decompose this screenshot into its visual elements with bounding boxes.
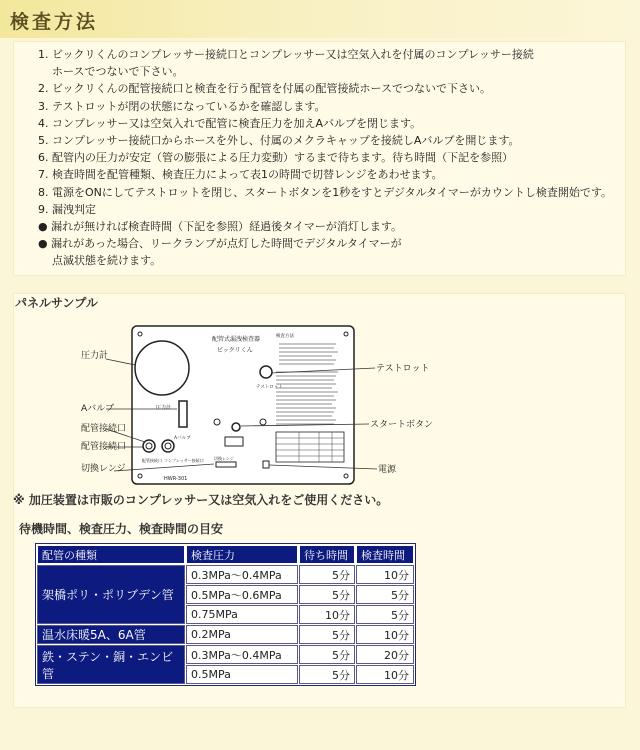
header-pressure: 検査圧力: [186, 545, 298, 564]
pressure-cell: 0.5MPa〜0.6MPa: [186, 585, 298, 604]
label-power: 電源: [378, 465, 397, 475]
wait-time-cell: 5分: [299, 585, 355, 604]
test-time-cell: 5分: [356, 605, 414, 624]
label-range: 切換レンジ: [81, 464, 126, 474]
start-button-knob: [232, 423, 240, 431]
test-time-cell: 20分: [356, 645, 414, 664]
method-step: [38, 115, 625, 132]
device-model: HWR-301: [164, 476, 188, 482]
method-step: [38, 235, 625, 269]
svg-text:コンプレッサー接続口: コンプレッサー接続口: [164, 458, 204, 463]
table-header-row: [37, 545, 414, 564]
table-row: [37, 645, 414, 664]
title-bar: [0, 0, 640, 38]
a-valve: [179, 401, 187, 427]
method-step-number: 5.: [38, 134, 52, 148]
method-step-number: 9.: [38, 202, 52, 216]
test-time-cell: 10分: [356, 565, 414, 584]
method-step-text: 電源をONにしてテストロットを閉じ、スタートボタンを1秒をすとデジタルタイマーがカウントし検査開始です。: [52, 185, 613, 199]
table-body: [37, 565, 414, 684]
pressure-cell: 0.3MPa〜0.4MPa: [186, 565, 298, 584]
method-step-number: ●: [38, 237, 52, 251]
digital-timer: [225, 437, 243, 446]
method-step-text: 検査時間を配管種類、検査圧力によって表1の時間で切替レンジをあわせます。: [52, 168, 443, 182]
method-step: [38, 201, 625, 218]
method-step-text: 漏れが無ければ検査時間（下記を参照）経過後タイマーが消灯します。: [51, 220, 403, 234]
svg-text:切換レンジ: 切換レンジ: [214, 456, 234, 461]
pressure-gauge: [135, 341, 189, 395]
method-step-text: コンプレッサー接続口からホースを外し、付属のメクラキャップを接続しAバルブを開じます。: [52, 134, 520, 148]
table-row: [37, 565, 414, 584]
label-a-valve: Aバルブ: [81, 404, 115, 414]
label-test-lot: テストロット: [376, 364, 430, 374]
svg-text:テストロット: テストロット: [256, 385, 283, 390]
method-step-number: 6.: [38, 151, 52, 165]
method-step: [38, 218, 625, 235]
svg-text:圧力計: 圧力計: [156, 405, 172, 411]
method-step-text: ビックリくんのコンプレッサー接続口とコンプレッサー又は空気入れを付属のコンプレッサー接続: [52, 48, 534, 61]
method-step-text: 配管内の圧力が安定（管の膨張による圧力変動）するまで待ちます。待ち時間（下記を参照）: [52, 151, 514, 165]
device-title: 配管式漏洩検査器: [212, 336, 261, 343]
label-gauge: 圧力計: [81, 351, 109, 361]
pipe-type-cell: 温水床暖5A、6A管: [37, 625, 185, 644]
method-step-number: 4.: [38, 116, 52, 130]
label-pipe-port-2: 配管接続口: [81, 442, 127, 452]
header-pipe-type: 配管の種類: [37, 545, 185, 564]
method-step-number: 3.: [38, 99, 52, 113]
pipe-type-cell: 鉄・ステン・銅・エンビ管: [37, 645, 185, 684]
method-list: [14, 42, 625, 270]
method-step-number: 7.: [38, 168, 52, 182]
method-step-text: コンプレッサー又は空気入れで配管に検査圧力を加えAバルブを閉じます。: [52, 116, 422, 130]
method-step-text: 漏洩判定: [52, 202, 96, 216]
pressure-cell: 0.2MPa: [186, 625, 298, 644]
test-time-cell: 5分: [356, 585, 414, 604]
method-step: [38, 149, 625, 166]
wait-time-cell: 5分: [299, 645, 355, 664]
spec-table: [35, 543, 416, 686]
pressure-cell: 0.5MPa: [186, 665, 298, 684]
method-step: [38, 184, 625, 201]
svg-text:Aバルブ: Aバルブ: [174, 436, 191, 441]
wait-time-cell: 5分: [299, 625, 355, 644]
method-step: [38, 166, 625, 183]
method-step-text: テストロットが閉の状態になっているかを確認します。: [52, 99, 326, 113]
test-time-cell: 10分: [356, 625, 414, 644]
method-step: [38, 80, 625, 97]
page-title: 検査方法: [10, 11, 99, 33]
panel-diagram: [14, 314, 625, 504]
method-step-number: 1.: [38, 48, 52, 61]
method-step-number: ●: [38, 220, 52, 234]
header-test-time: 検査時間: [356, 545, 414, 564]
method-step-number: 2.: [38, 82, 52, 96]
device-name: ビックリくん: [217, 347, 253, 354]
method-step-number: 8.: [38, 185, 52, 199]
svg-text:検査方法: 検査方法: [276, 334, 294, 339]
wait-time-cell: 5分: [299, 665, 355, 684]
panel-sample-heading: パネルサンプル: [15, 296, 98, 310]
test-time-cell: 10分: [356, 665, 414, 684]
method-step: [38, 98, 625, 115]
pipe-type-cell: 架橋ポリ・ポリブデン管: [37, 565, 185, 624]
label-pipe-port-1: 配管接続口: [81, 424, 127, 434]
method-step-text: 漏れがあった場合、リークランプが点灯した時間でデジタルタイマーが: [51, 237, 402, 251]
pressure-cell: 0.75MPa: [186, 605, 298, 624]
method-step-text: ビックリくんの配管接続口と検査を行う配管を付属の配管接続ホースでつないで下さい。: [52, 82, 492, 96]
table-row: [37, 625, 414, 644]
method-panel: [13, 41, 626, 276]
method-step: [38, 132, 625, 149]
wait-time-cell: 10分: [299, 605, 355, 624]
table-heading: 待機時間、検査圧力、検査時間の目安: [19, 522, 224, 536]
method-step-continuation: ホースでつないで下さい。: [52, 65, 184, 79]
pressurizer-note: ※ 加圧装置は市販のコンプレッサー又は空気入れをご使用ください。: [13, 493, 389, 507]
label-start: スタートボタン: [370, 420, 434, 430]
pressure-cell: 0.3MPa〜0.4MPa: [186, 645, 298, 664]
method-step: [38, 46, 625, 80]
header-wait-time: 待ち時間: [299, 545, 355, 564]
svg-text:配管接続口: 配管接続口: [142, 458, 162, 463]
wait-time-cell: 5分: [299, 565, 355, 584]
test-lot-knob: [260, 366, 272, 378]
method-step-continuation: 点滅状態を続けます。: [52, 254, 162, 268]
